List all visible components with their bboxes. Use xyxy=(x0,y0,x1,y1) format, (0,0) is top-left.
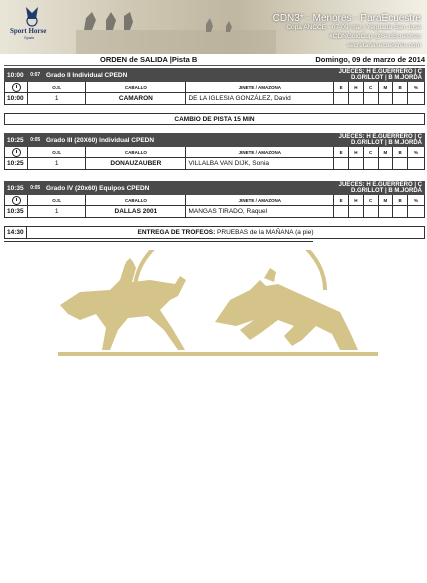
table-row xyxy=(5,206,425,218)
col-jinete: JINETE / AMAZONA xyxy=(186,147,334,158)
trophy-time: 14:30 xyxy=(5,227,27,239)
col-pct: % xyxy=(408,195,425,206)
col-h: H xyxy=(348,82,363,93)
row-horse: CAMARON xyxy=(86,93,186,105)
col-c: C xyxy=(363,147,378,158)
section-time: 10:25 xyxy=(5,134,28,147)
schedule-date: Domingo, 09 de marzo de 2014 xyxy=(315,55,425,64)
trophy-row xyxy=(4,226,425,239)
trophy-text xyxy=(27,227,425,239)
event-banner xyxy=(0,0,427,54)
col-caballo: CABALLO xyxy=(86,147,186,158)
col-e: E xyxy=(334,195,349,206)
section-time: 10:00 xyxy=(5,69,28,82)
col-e: E xyxy=(334,147,349,158)
riders-photo xyxy=(76,0,276,54)
section-title: Grado II Individual CPEDN xyxy=(44,69,334,82)
change-text: CAMBIO DE PISTA 15 MIN xyxy=(5,114,425,125)
col-h: H xyxy=(348,147,363,158)
section-grado-iii xyxy=(4,133,425,170)
change-notice xyxy=(4,113,425,125)
section-judges: JUECES: H E.GUERRERO | C D.GRILLOT | B M.JORDÁ xyxy=(334,69,425,82)
col-os: O.S. xyxy=(28,82,86,93)
section-judges: JUECES: H E.GUERRERO | C D.GRILLOT | B M.JORDÁ xyxy=(334,182,425,195)
banner-title: CDN3* - Menores - ParaEcuestre xyxy=(272,13,421,24)
clock-icon xyxy=(5,147,28,158)
logo-subtext: Spain xyxy=(24,35,35,40)
section-grado-iv xyxy=(4,181,425,218)
section-title: Grado IV (20x60) Equipos CPEDN xyxy=(44,182,334,195)
section-time: 10:35 xyxy=(5,182,28,195)
col-b: B xyxy=(393,82,408,93)
col-os: O.S. xyxy=(28,147,86,158)
clock-icon xyxy=(5,195,28,206)
col-caballo: CABALLO xyxy=(86,195,186,206)
logo-text: Sport Horse xyxy=(10,27,47,35)
row-os: 1 xyxy=(28,206,86,218)
row-time: 10:35 xyxy=(5,206,28,218)
banner-line3: secretariasecuestres.com xyxy=(346,42,421,49)
banner-info xyxy=(273,14,421,50)
col-c: C xyxy=(363,82,378,93)
section-duration: 0:05 xyxy=(28,134,44,147)
row-time: 10:00 xyxy=(5,93,28,105)
section-header xyxy=(5,69,425,82)
row-rider: DE LA IGLESIA GONZÁLEZ, David xyxy=(186,93,334,105)
col-h: H xyxy=(348,195,363,206)
row-time: 10:25 xyxy=(5,158,28,170)
clock-icon xyxy=(5,82,28,93)
row-rider: MANGAS TIRADO, Raquel xyxy=(186,206,334,218)
row-rider: VILLALBA VAN DIJK, Sonia xyxy=(186,158,334,170)
banner-line1: Copa ANCCE - 07-09 mar | Yeguada San José xyxy=(286,24,421,31)
col-jinete: JINETE / AMAZONA xyxy=(186,195,334,206)
section-judges: JUECES: H E.GUERRERO | C D.GRILLOT | B M.JORDÁ xyxy=(334,134,425,147)
col-pct: % xyxy=(408,147,425,158)
trophy-rest: PRUEBAS de la MAÑANA (a pie) xyxy=(215,229,314,236)
row-os: 1 xyxy=(28,93,86,105)
col-caballo: CABALLO xyxy=(86,82,186,93)
trophy-label: ENTREGA DE TROFEOS: xyxy=(137,229,216,236)
banner-line2: #CDNGoldCup @SecEcuestres xyxy=(329,33,421,40)
section-header xyxy=(5,182,425,195)
row-horse: DALLAS 2001 xyxy=(86,206,186,218)
column-headers xyxy=(5,82,425,93)
sport-horse-logo xyxy=(6,3,58,49)
equestrian-silhouette xyxy=(40,250,390,360)
row-os: 1 xyxy=(28,158,86,170)
section-title: Grado III (20X60) Individual CPEDN xyxy=(44,134,334,147)
col-e: E xyxy=(334,82,349,93)
col-os: O.S. xyxy=(28,195,86,206)
row-horse: DONAUZAUBER xyxy=(86,158,186,170)
section-duration: 0:07 xyxy=(28,69,44,82)
section-grado-ii xyxy=(4,68,425,105)
col-jinete: JINETE / AMAZONA xyxy=(186,82,334,93)
schedule-header xyxy=(4,55,425,66)
col-m: M xyxy=(378,82,393,93)
col-m: M xyxy=(378,147,393,158)
column-headers xyxy=(5,147,425,158)
column-headers xyxy=(5,195,425,206)
col-c: C xyxy=(363,195,378,206)
order-title: ORDEN de SALIDA |Pista B xyxy=(100,55,198,64)
table-row xyxy=(5,93,425,105)
col-b: B xyxy=(393,195,408,206)
section-header xyxy=(5,134,425,147)
section-duration: 0:05 xyxy=(28,182,44,195)
col-m: M xyxy=(378,195,393,206)
col-b: B xyxy=(393,147,408,158)
table-row xyxy=(5,158,425,170)
divider xyxy=(4,241,313,242)
col-pct: % xyxy=(408,82,425,93)
